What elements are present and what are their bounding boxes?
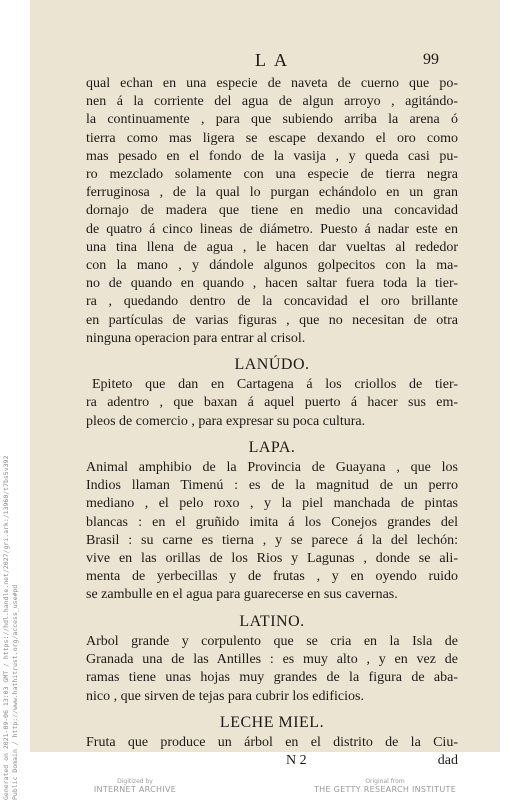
entry-heading: LAPA. xyxy=(248,438,296,456)
text-line: una tina llena de agua , le hacen dar vueltas al rededor xyxy=(86,239,458,255)
text-line: menta de yerbecillas y de frutas , y en oyendo ruido xyxy=(86,569,458,585)
text-line: la continuamente , para que subiendo arriba la arena ó xyxy=(86,112,458,128)
text-line: ra , quedando dentro de la concavidad el oro brillante xyxy=(86,294,458,310)
text-line: mas pesado en el fondo de la vasija , y queda casi pu- xyxy=(86,148,458,164)
text-line: Brasil : su carne es tierna , y se parece á la del lechón: xyxy=(86,532,458,548)
internet-archive-logo-text: INTERNET ARCHIVE xyxy=(93,785,177,794)
text-line: no de quando en quando , hacen saltar fuera toda la tier- xyxy=(86,276,458,292)
side-note-line: Generated on 2021-09-06 13:03 GMT / https://hdl.handle.net/2027/gri.ark:/13960/t7bs5v392 xyxy=(2,455,10,800)
entry-leche-miel xyxy=(86,714,458,752)
getty-logo-text: THE GETTY RESEARCH INSTITUTE xyxy=(313,785,457,794)
entry-lapa xyxy=(86,439,458,605)
text-line: Granada una de las Antilles : es muy alto , y en vez de xyxy=(86,652,458,668)
catchword: dad xyxy=(437,753,458,769)
side-note-line: Public Domain / http://www.hathitrust.org/access_use#pd xyxy=(11,584,19,800)
page-body xyxy=(86,75,458,770)
page-number: 99 xyxy=(423,51,439,68)
text-line: Indios llaman Timenú : es de la magnitud de un perro xyxy=(86,478,458,494)
text-line: pleos de comercio , para expresar su poca cultura. xyxy=(86,413,366,429)
text-line: ferruginosa , de la qual lo purgan echándolo en un gran xyxy=(86,185,458,201)
text-line: mediano , el pelo roxo , y la piel manchada de pintas xyxy=(86,496,458,512)
text-line: en partículas de varias figuras , que no necesitan de otra xyxy=(86,312,458,328)
text-line: blancas : en el gruñido imita á los Conejos grandes del xyxy=(86,514,458,530)
text-line: nico , que sirven de tejas para cubrir los edificios. xyxy=(86,688,364,704)
entry-latino xyxy=(86,613,458,706)
text-line: Epiteto que dan en Cartagena á los criollos de tier- xyxy=(92,377,458,393)
text-line: con la mano , y dándole algunos golpecitos con la ma- xyxy=(86,258,458,274)
text-line: Arbol grande y corpulento que se cria en la Isla de xyxy=(86,633,458,649)
text-line: de quatro á cinco lineas de diámetro. Puesto á nadar este en xyxy=(86,221,458,237)
page-footer xyxy=(86,752,458,770)
text-line: Fruta que produce un árbol en el distrito de la Ciu- xyxy=(86,734,458,750)
intro-paragraph xyxy=(86,75,458,348)
original-from-credit xyxy=(300,778,470,794)
text-line: dornajo de madera que tiene en medio una concavidad xyxy=(86,203,458,219)
text-line: tierra como mas ligera se escape dexando el oro como xyxy=(86,130,458,146)
entry-heading: LATINO. xyxy=(239,612,305,630)
credit-small-text: Original from xyxy=(365,778,405,785)
text-line: Animal amphibio de la Provincia de Guayana , que los xyxy=(86,460,458,476)
entry-lanudo xyxy=(86,356,458,431)
entry-heading: LECHE MIEL. xyxy=(219,713,325,731)
hathitrust-side-note xyxy=(2,456,20,800)
text-line: ra adentro , que baxan á aquel puerto á hacer sus em- xyxy=(86,395,458,411)
text-line: ro mezclado solamente con una especie de tierra negra xyxy=(86,167,458,183)
text-line: ninguna operacion para entrar al crisol. xyxy=(86,330,306,346)
text-line: nen á la corriente del agua de algun arroyo , agitándo- xyxy=(86,94,458,110)
signature-mark: N 2 xyxy=(286,753,307,769)
text-line: vive en las orillas de los Rios y Lagunas , donde se ali- xyxy=(86,551,458,567)
digitized-by-credit xyxy=(80,778,190,794)
text-line: ramas tiene unas hojas muy grandes de la figura de aba- xyxy=(86,670,458,686)
text-line: se zambulle en el agua para guarecerse en sus cavernas. xyxy=(86,587,398,603)
credit-small-text: Digitized by xyxy=(117,778,153,785)
text-line: qual echan en una especie de naveta de cuerno que po- xyxy=(86,76,458,91)
entry-heading: LANÚDO. xyxy=(234,356,310,374)
running-head: LA xyxy=(255,50,295,70)
